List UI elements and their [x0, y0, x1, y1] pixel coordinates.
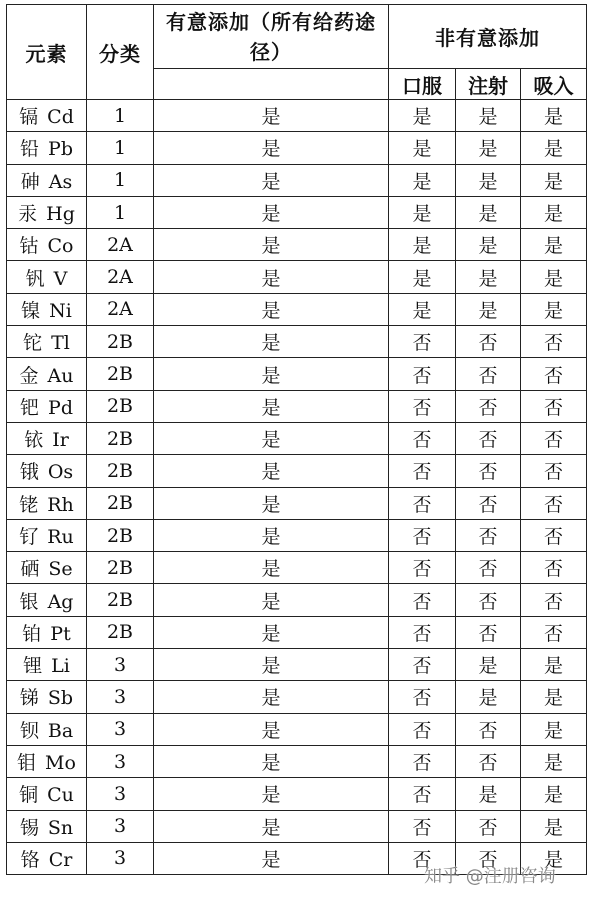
cell-element [7, 455, 87, 487]
cell-injection: 否 [456, 584, 521, 616]
element-symbol: Ir [52, 429, 69, 452]
cell-inhalation: 是 [521, 713, 587, 745]
cell-intentional: 是 [154, 616, 389, 648]
element-symbol: Ni [49, 299, 72, 322]
element-symbol: Pb [48, 138, 73, 161]
cell-intentional: 是 [154, 649, 389, 681]
cell-inhalation: 否 [521, 487, 587, 519]
element-chinese-name: 镍 [21, 299, 41, 322]
cell-inhalation: 是 [521, 681, 587, 713]
cell-intentional: 是 [154, 132, 389, 164]
cell-class: 2A [87, 293, 154, 325]
elemental-impurities-table [6, 4, 587, 875]
table-row [7, 358, 587, 390]
cell-element [7, 390, 87, 422]
element-symbol: Co [47, 235, 74, 258]
cell-injection: 否 [456, 616, 521, 648]
cell-element [7, 584, 87, 616]
element-symbol: Tl [51, 332, 70, 355]
cell-element [7, 196, 87, 228]
cell-element [7, 422, 87, 454]
cell-inhalation: 是 [521, 100, 587, 132]
cell-element [7, 810, 87, 842]
header-nonintentional: 非有意添加 [389, 5, 587, 69]
cell-oral: 否 [389, 422, 456, 454]
cell-injection: 否 [456, 390, 521, 422]
cell-injection: 是 [456, 261, 521, 293]
table-row [7, 132, 587, 164]
cell-element [7, 164, 87, 196]
cell-intentional: 是 [154, 487, 389, 519]
cell-class: 2B [87, 326, 154, 358]
cell-class: 3 [87, 778, 154, 810]
cell-element [7, 681, 87, 713]
cell-injection: 否 [456, 552, 521, 584]
cell-class: 2B [87, 519, 154, 551]
watermark: 知乎 @注册咨询 [424, 866, 556, 887]
cell-element [7, 293, 87, 325]
cell-injection: 否 [456, 358, 521, 390]
table-row [7, 390, 587, 422]
cell-element [7, 132, 87, 164]
cell-element [7, 713, 87, 745]
cell-injection: 是 [456, 100, 521, 132]
table-row [7, 422, 587, 454]
cell-inhalation: 否 [521, 390, 587, 422]
cell-injection: 是 [456, 681, 521, 713]
cell-class: 3 [87, 713, 154, 745]
cell-oral: 是 [389, 229, 456, 261]
cell-element [7, 778, 87, 810]
cell-oral: 是 [389, 100, 456, 132]
cell-inhalation: 是 [521, 649, 587, 681]
cell-inhalation: 是 [521, 293, 587, 325]
element-symbol: Cu [47, 784, 74, 807]
header-oral: 口服 [389, 69, 456, 100]
table-row [7, 519, 587, 551]
cell-oral: 否 [389, 358, 456, 390]
cell-injection: 否 [456, 326, 521, 358]
cell-oral: 否 [389, 455, 456, 487]
header-intentional-sub [154, 69, 389, 100]
cell-intentional: 是 [154, 390, 389, 422]
cell-inhalation: 是 [521, 196, 587, 228]
element-symbol: Pt [50, 622, 71, 645]
cell-inhalation: 是 [521, 261, 587, 293]
table-row [7, 713, 587, 745]
cell-intentional: 是 [154, 358, 389, 390]
cell-inhalation: 否 [521, 584, 587, 616]
element-chinese-name: 铑 [19, 493, 39, 516]
cell-class: 1 [87, 100, 154, 132]
cell-inhalation: 是 [521, 164, 587, 196]
element-symbol: Mo [45, 752, 76, 775]
header-class: 分类 [87, 5, 154, 100]
cell-intentional: 是 [154, 326, 389, 358]
cell-inhalation: 是 [521, 745, 587, 777]
cell-class: 3 [87, 842, 154, 874]
cell-intentional: 是 [154, 810, 389, 842]
cell-oral: 是 [389, 164, 456, 196]
cell-intentional: 是 [154, 229, 389, 261]
element-symbol: Os [47, 461, 74, 484]
table-row [7, 487, 587, 519]
cell-intentional: 是 [154, 778, 389, 810]
cell-inhalation: 否 [521, 455, 587, 487]
cell-injection: 否 [456, 519, 521, 551]
table-row [7, 455, 587, 487]
element-chinese-name: 铱 [24, 429, 44, 452]
element-chinese-name: 钌 [19, 526, 39, 548]
cell-inhalation: 是 [521, 842, 587, 874]
cell-intentional: 是 [154, 293, 389, 325]
table-header [7, 5, 587, 100]
cell-intentional: 是 [154, 164, 389, 196]
cell-element [7, 745, 87, 777]
table-row [7, 552, 587, 584]
table-row [7, 649, 587, 681]
element-chinese-name: 硒 [20, 558, 40, 581]
cell-oral: 否 [389, 745, 456, 777]
cell-intentional: 是 [154, 713, 389, 745]
element-chinese-name: 钴 [19, 235, 39, 258]
cell-class: 1 [87, 196, 154, 228]
element-symbol: Sn [47, 816, 74, 839]
header-intentional: 有意添加（所有给药途径） [154, 5, 389, 69]
cell-class: 3 [87, 745, 154, 777]
table-row [7, 293, 587, 325]
element-chinese-name: 锑 [19, 687, 39, 710]
element-chinese-name: 锇 [19, 461, 39, 484]
cell-intentional: 是 [154, 584, 389, 616]
cell-intentional: 是 [154, 519, 389, 551]
cell-oral: 否 [389, 326, 456, 358]
cell-class: 2B [87, 358, 154, 390]
element-chinese-name: 钯 [20, 396, 40, 419]
table-row [7, 229, 587, 261]
cell-oral: 否 [389, 552, 456, 584]
cell-class: 2B [87, 455, 154, 487]
cell-inhalation: 否 [521, 552, 587, 584]
cell-injection: 是 [456, 132, 521, 164]
cell-oral: 否 [389, 778, 456, 810]
cell-oral: 否 [389, 713, 456, 745]
cell-class: 2B [87, 552, 154, 584]
cell-oral: 否 [389, 842, 456, 874]
cell-oral: 是 [389, 132, 456, 164]
cell-injection: 是 [456, 229, 521, 261]
table-body [7, 100, 587, 875]
cell-inhalation: 否 [521, 519, 587, 551]
element-symbol: Rh [47, 493, 74, 516]
cell-element [7, 487, 87, 519]
cell-oral: 是 [389, 261, 456, 293]
cell-class: 2B [87, 487, 154, 519]
cell-class: 1 [87, 164, 154, 196]
element-chinese-name: 汞 [18, 203, 38, 226]
element-chinese-name: 铅 [20, 138, 40, 161]
element-chinese-name: 镉 [19, 106, 39, 129]
table-row [7, 164, 587, 196]
cell-oral: 否 [389, 681, 456, 713]
cell-injection: 是 [456, 649, 521, 681]
cell-intentional: 是 [154, 196, 389, 228]
cell-injection: 否 [456, 745, 521, 777]
table-row [7, 261, 587, 293]
cell-element [7, 649, 87, 681]
element-symbol: Li [51, 655, 70, 678]
cell-class: 2B [87, 584, 154, 616]
table-row [7, 745, 587, 777]
element-symbol: V [53, 267, 68, 290]
cell-intentional: 是 [154, 455, 389, 487]
element-symbol: Ba [47, 719, 74, 742]
element-symbol: Se [48, 558, 73, 581]
cell-injection: 是 [456, 164, 521, 196]
cell-element [7, 552, 87, 584]
element-symbol: Ag [47, 590, 74, 613]
table-row [7, 616, 587, 648]
cell-element [7, 519, 87, 551]
element-symbol: Hg [46, 203, 75, 226]
cell-injection: 否 [456, 487, 521, 519]
cell-class: 3 [87, 681, 154, 713]
cell-class: 3 [87, 649, 154, 681]
element-chinese-name: 铂 [22, 622, 42, 645]
element-chinese-name: 钒 [25, 267, 45, 290]
cell-inhalation: 否 [521, 616, 587, 648]
cell-class: 2B [87, 422, 154, 454]
cell-intentional: 是 [154, 422, 389, 454]
cell-inhalation: 是 [521, 229, 587, 261]
cell-oral: 是 [389, 196, 456, 228]
element-symbol: Au [47, 364, 74, 387]
cell-injection: 否 [456, 713, 521, 745]
cell-intentional: 是 [154, 842, 389, 874]
cell-injection: 否 [456, 842, 521, 874]
element-chinese-name: 铬 [20, 848, 40, 871]
cell-class: 2A [87, 261, 154, 293]
element-chinese-name: 银 [19, 590, 39, 613]
element-symbol: Sb [47, 687, 74, 710]
table-row [7, 681, 587, 713]
cell-injection: 是 [456, 293, 521, 325]
cell-oral: 是 [389, 293, 456, 325]
cell-oral: 否 [389, 487, 456, 519]
table-row [7, 584, 587, 616]
cell-element [7, 229, 87, 261]
cell-inhalation: 否 [521, 422, 587, 454]
cell-inhalation: 是 [521, 132, 587, 164]
cell-element [7, 842, 87, 874]
cell-oral: 否 [389, 810, 456, 842]
cell-oral: 否 [389, 584, 456, 616]
cell-inhalation: 是 [521, 778, 587, 810]
element-chinese-name: 铜 [19, 784, 39, 807]
table-row [7, 778, 587, 810]
element-chinese-name: 锂 [23, 655, 43, 678]
cell-intentional: 是 [154, 745, 389, 777]
cell-element [7, 100, 87, 132]
cell-intentional: 是 [154, 681, 389, 713]
element-chinese-name: 金 [19, 364, 39, 387]
cell-injection: 是 [456, 196, 521, 228]
header-injection: 注射 [456, 69, 521, 100]
cell-inhalation: 是 [521, 810, 587, 842]
cell-oral: 否 [389, 519, 456, 551]
cell-class: 3 [87, 810, 154, 842]
cell-oral: 否 [389, 390, 456, 422]
cell-element [7, 261, 87, 293]
cell-inhalation: 否 [521, 326, 587, 358]
element-symbol: Ru [47, 526, 74, 548]
header-element: 元素 [7, 5, 87, 100]
table-row [7, 196, 587, 228]
cell-injection: 否 [456, 455, 521, 487]
cell-class: 1 [87, 132, 154, 164]
cell-class: 2B [87, 616, 154, 648]
cell-intentional: 是 [154, 261, 389, 293]
element-symbol: Cr [48, 848, 73, 871]
element-chinese-name: 钡 [19, 719, 39, 742]
element-chinese-name: 铊 [23, 332, 43, 355]
cell-oral: 否 [389, 649, 456, 681]
cell-element [7, 326, 87, 358]
cell-class: 2B [87, 390, 154, 422]
header-inhalation: 吸入 [521, 69, 587, 100]
cell-inhalation: 否 [521, 358, 587, 390]
cell-injection: 是 [456, 778, 521, 810]
element-chinese-name: 锡 [19, 816, 39, 839]
cell-class: 2A [87, 229, 154, 261]
cell-element [7, 616, 87, 648]
cell-injection: 否 [456, 422, 521, 454]
cell-intentional: 是 [154, 100, 389, 132]
element-symbol: Pd [48, 396, 73, 419]
cell-injection: 否 [456, 810, 521, 842]
table-row [7, 100, 587, 132]
cell-oral: 否 [389, 616, 456, 648]
element-chinese-name: 钼 [17, 752, 37, 775]
cell-intentional: 是 [154, 552, 389, 584]
element-symbol: Cd [47, 106, 74, 129]
table-row [7, 326, 587, 358]
element-symbol: As [48, 170, 73, 193]
table-row [7, 810, 587, 842]
element-chinese-name: 砷 [20, 170, 40, 193]
cell-element [7, 358, 87, 390]
